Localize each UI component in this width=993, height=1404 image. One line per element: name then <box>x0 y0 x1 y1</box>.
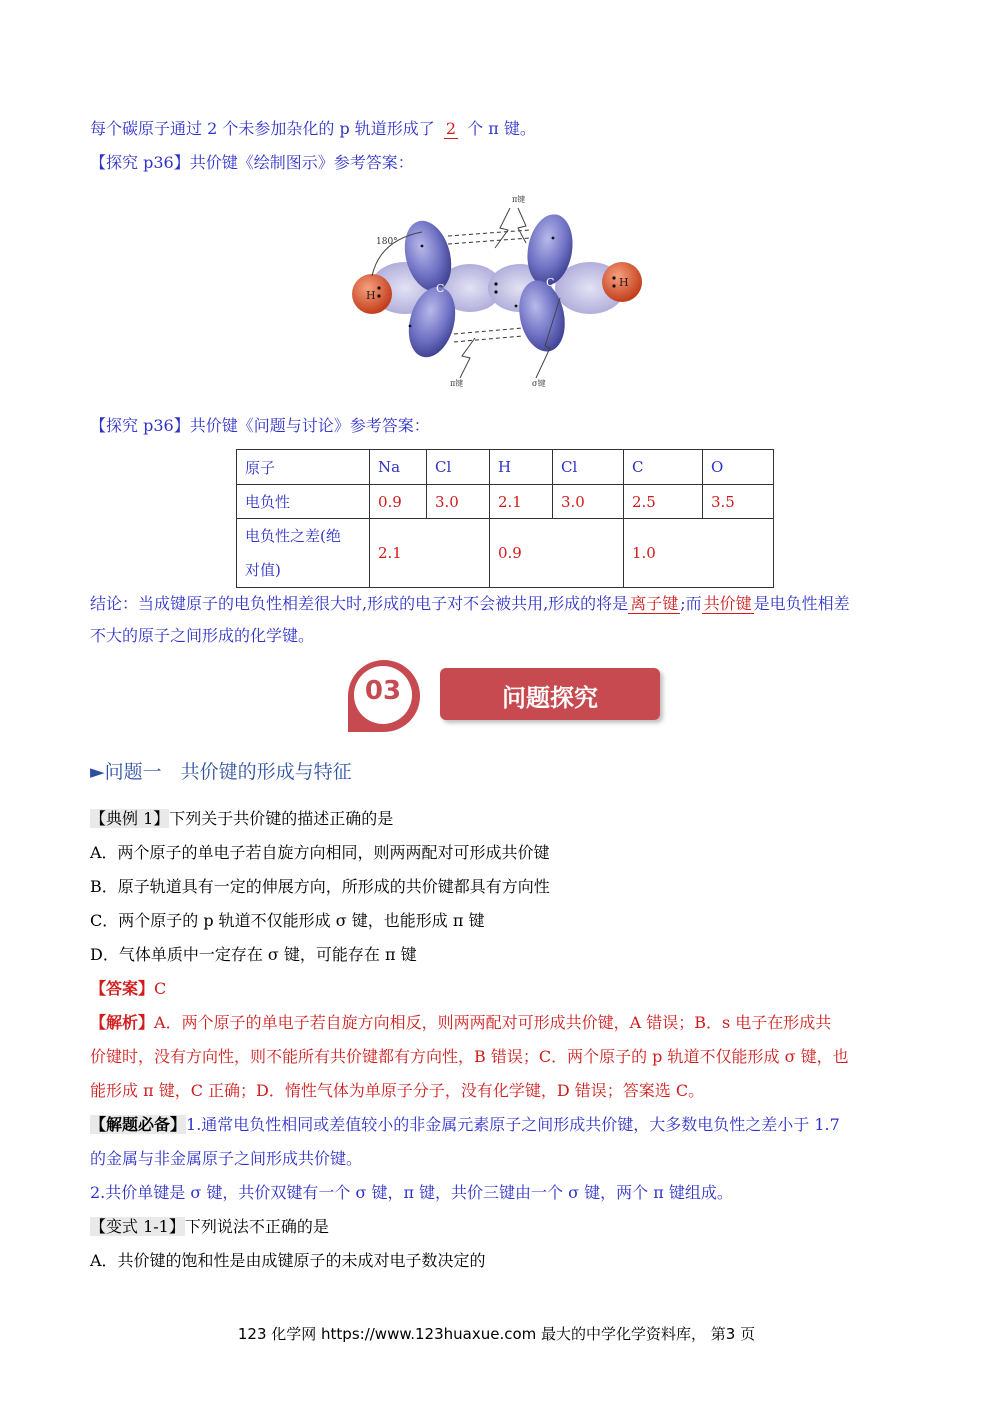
table-row <box>237 450 774 485</box>
section-banner <box>348 660 663 732</box>
conclusion-mid: ;而 <box>680 594 702 613</box>
option-b: B．原子轨道具有一定的伸展方向，所形成的共价键都具有方向性 <box>90 877 550 896</box>
must-line2: 的金属与非金属原子之间形成共价键。 <box>90 1149 363 1168</box>
conclusion <box>90 588 850 652</box>
conclusion-line1 <box>90 588 850 620</box>
intro-line <box>90 118 536 140</box>
must-line3: 2.共价单键是 σ 键，共价双键有一个 σ 键，π 键，共价三键由一个 σ 键，两个 π 键组成。 <box>90 1183 733 1202</box>
analysis-line1 <box>90 1006 849 1040</box>
example-question: 下列关于共价键的描述正确的是 <box>169 809 394 828</box>
analysis-tag: 【解析】 <box>90 1013 155 1032</box>
answer-line <box>90 972 849 1006</box>
en-cell: 0.9 <box>370 485 427 519</box>
conclusion-post: 是电负性相差 <box>753 594 850 613</box>
must-tag: 【解题必备】 <box>90 1115 187 1134</box>
row-label-diff <box>237 519 370 588</box>
row-label-diff-b: 对值) <box>245 561 281 579</box>
intro-pre: 每个碳原子通过 2 个未参加杂化的 p 轨道形成了 <box>90 119 435 138</box>
pi-bond-line-top <box>448 230 530 236</box>
atom-cell: Na <box>370 450 427 485</box>
atom-cell: C <box>624 450 703 485</box>
variant-tag: 【变式 1-1】 <box>90 1217 185 1236</box>
section-title: ►问题一 共价键的形成与特征 <box>90 761 352 783</box>
explore2-title: 【探究 p36】共价键《问题与讨论》参考答案： <box>90 416 430 435</box>
row-label-atom: 原子 <box>237 450 370 485</box>
conclusion-answer-covalent: 共价键 <box>703 594 752 613</box>
conclusion-answer-ionic: 离子键 <box>630 594 679 613</box>
en-cell: 2.1 <box>490 485 553 519</box>
c-label-right: C <box>546 276 555 289</box>
banner-title: 问题探究 <box>502 684 598 712</box>
must-text1: 1.通常电负性相同或差值较小的非金属元素原子之间形成共价键，大多数电负性之差小于 1.7 <box>186 1115 840 1134</box>
diff-cell: 2.1 <box>370 519 490 588</box>
en-cell: 2.5 <box>624 485 703 519</box>
intro-blank: 2 <box>445 119 457 138</box>
angle-label: 180° <box>376 237 398 247</box>
example-question-line <box>90 802 849 836</box>
pi-bond-line-bottom <box>454 328 522 334</box>
c-label-left: C <box>436 282 445 295</box>
explore1-title: 【探究 p36】共价键《绘制图示》参考答案： <box>90 153 414 172</box>
sigma-label: σ键 <box>532 379 546 388</box>
example-tag: 【典例 1】 <box>90 809 170 828</box>
electronegativity-table <box>236 449 774 588</box>
answer-value: C <box>154 979 167 998</box>
row-label-diff-a: 电负性之差(绝 <box>245 527 341 545</box>
pi-label-bottom: π键 <box>450 379 464 388</box>
analysis-line2: 价键时，没有方向性，则不能所有共价键都有方向性，B 错误；C．两个原子的 p 轨道不仅能形成 σ 键，也 <box>90 1047 849 1066</box>
atom-cell: O <box>703 450 774 485</box>
en-cell: 3.0 <box>553 485 624 519</box>
atom-cell: Cl <box>427 450 490 485</box>
h-label-left: H <box>366 289 376 302</box>
banner-number: 03 <box>364 676 402 706</box>
variant-question-line <box>90 1210 849 1244</box>
analysis-text: A．两个原子的单电子若自旋方向相反，则两两配对可形成共价键，A 错误；B．s 电子在形成共 <box>154 1013 832 1032</box>
orbital-figure <box>350 188 645 393</box>
conclusion-pre: 结论：当成键原子的电负性相差很大时,形成的电子对不会被共用,形成的将是 <box>90 594 629 613</box>
intro-post: 个 π 键。 <box>467 119 536 138</box>
option-d: D．气体单质中一定存在 σ 键，可能存在 π 键 <box>90 945 417 964</box>
option-c: C．两个原子的 p 轨道不仅能形成 σ 键，也能形成 π 键 <box>90 911 485 930</box>
conclusion-line2: 不大的原子之间形成的化学键。 <box>90 626 315 645</box>
en-cell: 3.0 <box>427 485 490 519</box>
h-label-right: H <box>619 276 629 289</box>
variant-question: 下列说法不正确的是 <box>184 1217 329 1236</box>
answer-tag: 【答案】 <box>90 979 155 998</box>
variant-option-a: A．共价键的饱和性是由成键原子的未成对电子数决定的 <box>90 1251 486 1270</box>
atom-cell: H <box>490 450 553 485</box>
diff-cell: 1.0 <box>624 519 774 588</box>
atom-cell: Cl <box>553 450 624 485</box>
page-footer: 123 化学网 https://www.123huaxue.com 最大的中学化学资料库， 第3 页 <box>237 1325 756 1343</box>
row-label-en: 电负性 <box>237 485 370 519</box>
table-row <box>237 519 774 588</box>
pi-label-top: π键 <box>512 195 526 204</box>
analysis-line3: 能形成 π 键，C 正确；D．惰性气体为单原子分子，没有化学键，D 错误；答案选 C。 <box>90 1081 705 1100</box>
en-cell: 3.5 <box>703 485 774 519</box>
diff-cell: 0.9 <box>490 519 624 588</box>
must-line1 <box>90 1108 849 1142</box>
table-row <box>237 485 774 519</box>
example-block <box>90 802 849 1278</box>
option-a: A．两个原子的单电子若自旋方向相同，则两两配对可形成共价键 <box>90 843 550 862</box>
